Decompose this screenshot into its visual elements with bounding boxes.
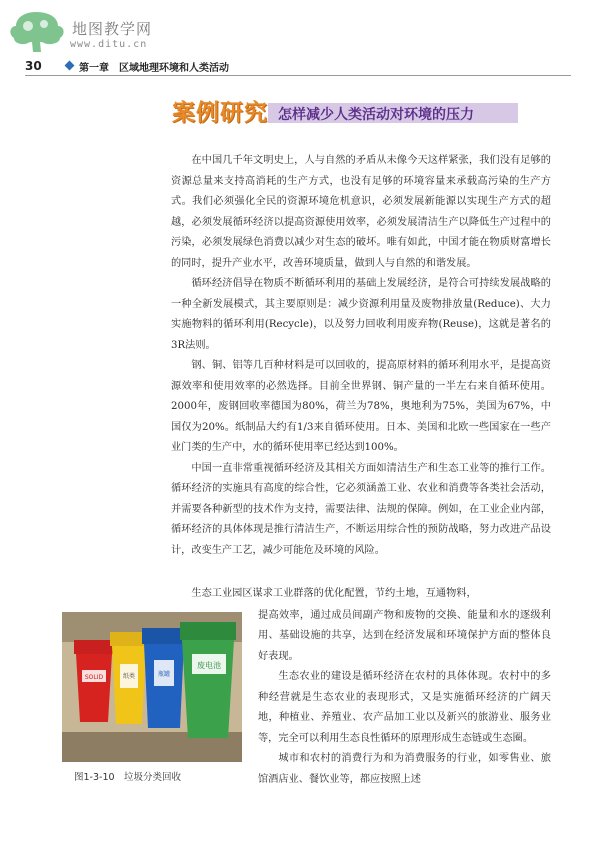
- chapter-title: 第一章 区域地理环境和人类活动: [79, 63, 229, 74]
- figure-caption: 图1-3-10 垃圾分类回收: [74, 772, 182, 783]
- paragraph-7: 城市和农村的消费行为和为消费服务的行业，如零售业、旅馆酒店业、餐饮业等，都应按照上述: [258, 753, 551, 785]
- paragraph-2: 循环经济倡导在物质不断循环利用的基础上发展经济，是符合可持续发展战略的一种全新发展模式，其主要原则是：减少资源利用量及废物排放量(Reduce)、大力实施物料的循环利用(Recycle)，以及努力回收利用废弃物(Reuse)，这就是著名的3R法则。: [171, 278, 551, 351]
- yellow-bin: [110, 632, 148, 724]
- recycling-bins-image: [62, 612, 242, 762]
- paragraph-4: 中国一直非常重视循环经济及其相关方面如清洁生产和生态工业等的推行工作。循环经济的实施具有高度的综合性，它必须涵盖工业、农业和消费等各类社会活动，并需要各种新型的技术作为支持，需要法律、法规的保障。例如，在工业企业内部，循环经济的具体体现是推行清洁生产，不断运用综合性的预防战略，努力改进产品设计，改变生产工艺，减少可能危及环境的风险。: [171, 462, 551, 556]
- lower-text: [258, 585, 551, 790]
- case-study-label: 案例研究: [172, 100, 268, 126]
- watermark-url: www.ditu.cn: [70, 39, 148, 50]
- paragraph-1: 在中国几千年文明史上，人与自然的矛盾从未像今天这样紧张，我们没有足够的资源总量来支持高消耗的生产方式，也没有足够的环境容量来承载高污染的生产方式。我们必须强化全民的资源环境危机意识，必须发展新能源以实现生产方式的超越，必须发展循环经济以提高资源使用效率，必须发展清洁生产以降低生产过程中的污染，必须发展绿色消费以减少对生态的破坏。唯有如此，中国才能在物质财富增长的同时，提升产业水平，改善环境质量，做到人与自然的和谐发展。: [171, 155, 551, 269]
- blue-bin: [142, 628, 186, 728]
- watermark-logo: [6, 8, 306, 52]
- lead-line-text: 生态工业园区谋求工业群落的优化配置，节约土地，互通物料，: [191, 588, 477, 599]
- page-number: 30: [25, 59, 42, 73]
- body-text: [171, 151, 551, 561]
- paragraph-3: 钢、铜、铝等几百种材料是可以回收的，提高原材料的循环利用水平，是提高资源效率和使用效率的必然选择。目前全世界钢、铜产量的一半左右来自循环使用。2000年，废钢回收率德国为80%，荷兰为78%，奥地利为75%，美国为67%，中国仅为20%。纸制品大约有1/3来自循环使用。日本、美国和北欧一些国家在一些产业门类的生产中，水的循环使用率已经达到100%。: [171, 360, 551, 453]
- tree-logo-icon: [6, 8, 68, 52]
- bin-label-paper: 纸类: [122, 673, 136, 680]
- paragraph-5: 提高效率，通过成员间副产物和废物的交换、能量和水的逐级利用、基础设施的共享，达到在经济发展和环境保护方面的整体良好表现。: [258, 609, 551, 662]
- running-header: [25, 59, 570, 75]
- green-bin: [180, 622, 236, 738]
- bin-label-batteries: 废电池: [197, 661, 221, 670]
- header-rule: [25, 75, 571, 76]
- case-study-title: 怎样减少人类活动对环境的压力: [278, 107, 474, 123]
- bin-label-solid: SOLID: [84, 674, 104, 681]
- red-bin: [74, 640, 114, 722]
- bin-label-bottles: 瓶罐: [157, 671, 171, 678]
- diamond-icon: [65, 61, 75, 71]
- recycling-bins-photo: [62, 612, 242, 762]
- watermark-site-name: 地图教学网: [72, 20, 153, 38]
- paragraph-6: 生态农业的建设是循环经济在农村的具体体现。农村中的多种经营就是生态农业的表现形式，又是实施循环经济的广阔天地，种植业、养殖业、农产品加工业以及新兴的旅游业、服务业等，完全可以利用生态良性循环的原理形成生态链或生态圈。: [258, 671, 551, 744]
